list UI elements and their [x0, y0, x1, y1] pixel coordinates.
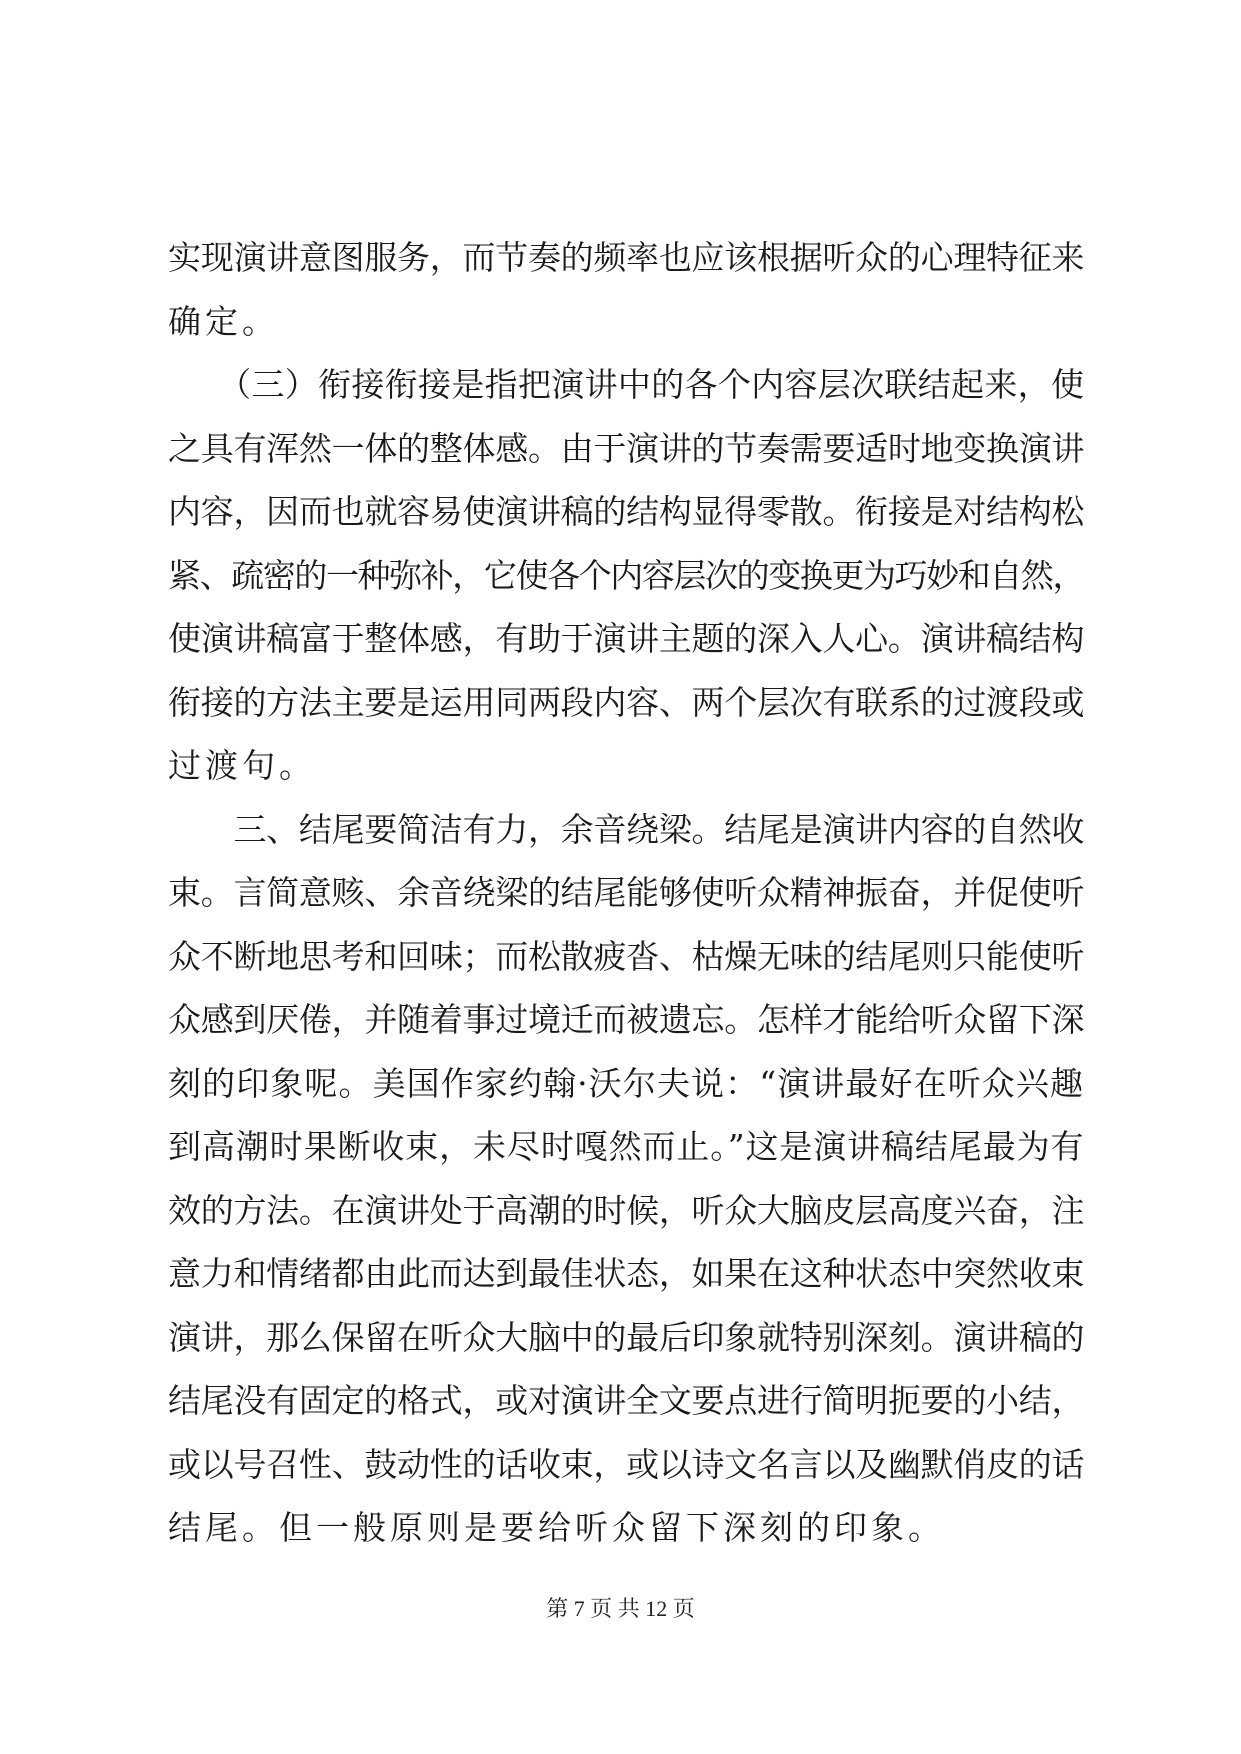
text-line: 结尾没有固定的格式，或对演讲全文要点进行简明扼要的小结， — [168, 1381, 1084, 1420]
text-line: 内容，因而也就容易使演讲稿的结构显得零散。衔接是对结构松 — [168, 492, 1084, 531]
text-line: 紧、疏密的一种弥补，它使各个内容层次的变换更为巧妙和自然， — [168, 555, 1084, 595]
text-line: 或以号召性、鼓动性的话收束，或以诗文名言以及幽默俏皮的话 — [168, 1444, 1084, 1484]
text-line: 众感到厌倦，并随着事过境迁而被遗忘。怎样才能给听众留下深 — [168, 1000, 1084, 1039]
text-line: 之具有浑然一体的整体感。由于演讲的节奏需要适时地变换演讲 — [168, 428, 1084, 468]
text-line: 三、结尾要简洁有力，余音绕梁。结尾是演讲内容的自然收 — [168, 809, 1084, 849]
text-line: 刻的印象呢。美国作家约翰·沃尔夫说：“演讲最好在听众兴趣 — [168, 1063, 1084, 1103]
text-line: 过渡句。 — [168, 746, 316, 785]
text-line: （三）衔接衔接是指把演讲中的各个内容层次联结起来，使 — [168, 365, 1084, 404]
text-line: 实现演讲意图服务，而节奏的频率也应该根据听众的心理特征来 — [168, 238, 1084, 277]
text-line: 结尾。但一般原则是要给听众留下深刻的印象。 — [168, 1508, 945, 1547]
text-line: 确定。 — [168, 301, 279, 341]
page-number-label: 第 7 页 共 12 页 — [546, 1596, 695, 1621]
page-footer — [0, 1592, 1241, 1623]
text-line: 使演讲稿富于整体感，有助于演讲主题的深入人心。演讲稿结构 — [168, 619, 1084, 658]
text-line: 到高潮时果断收束，未尽时嘎然而止。”这是演讲稿结尾最为有 — [168, 1127, 1084, 1166]
text-line: 演讲，那么保留在听众大脑中的最后印象就特别深刻。演讲稿的 — [168, 1317, 1084, 1357]
text-line: 束。言简意赅、余音绕梁的结尾能够使听众精神振奋，并促使听 — [168, 873, 1084, 912]
body-text — [168, 226, 1084, 1560]
text-line: 众不断地思考和回味；而松散疲沓、枯燥无味的结尾则只能使听 — [168, 936, 1084, 976]
text-line: 衔接的方法主要是运用同两段内容、两个层次有联系的过渡段或 — [168, 682, 1084, 722]
text-line: 效的方法。在演讲处于高潮的时候，听众大脑皮层高度兴奋，注 — [168, 1190, 1084, 1230]
text-line: 意力和情绪都由此而达到最佳状态，如果在这种状态中突然收束 — [168, 1254, 1084, 1293]
